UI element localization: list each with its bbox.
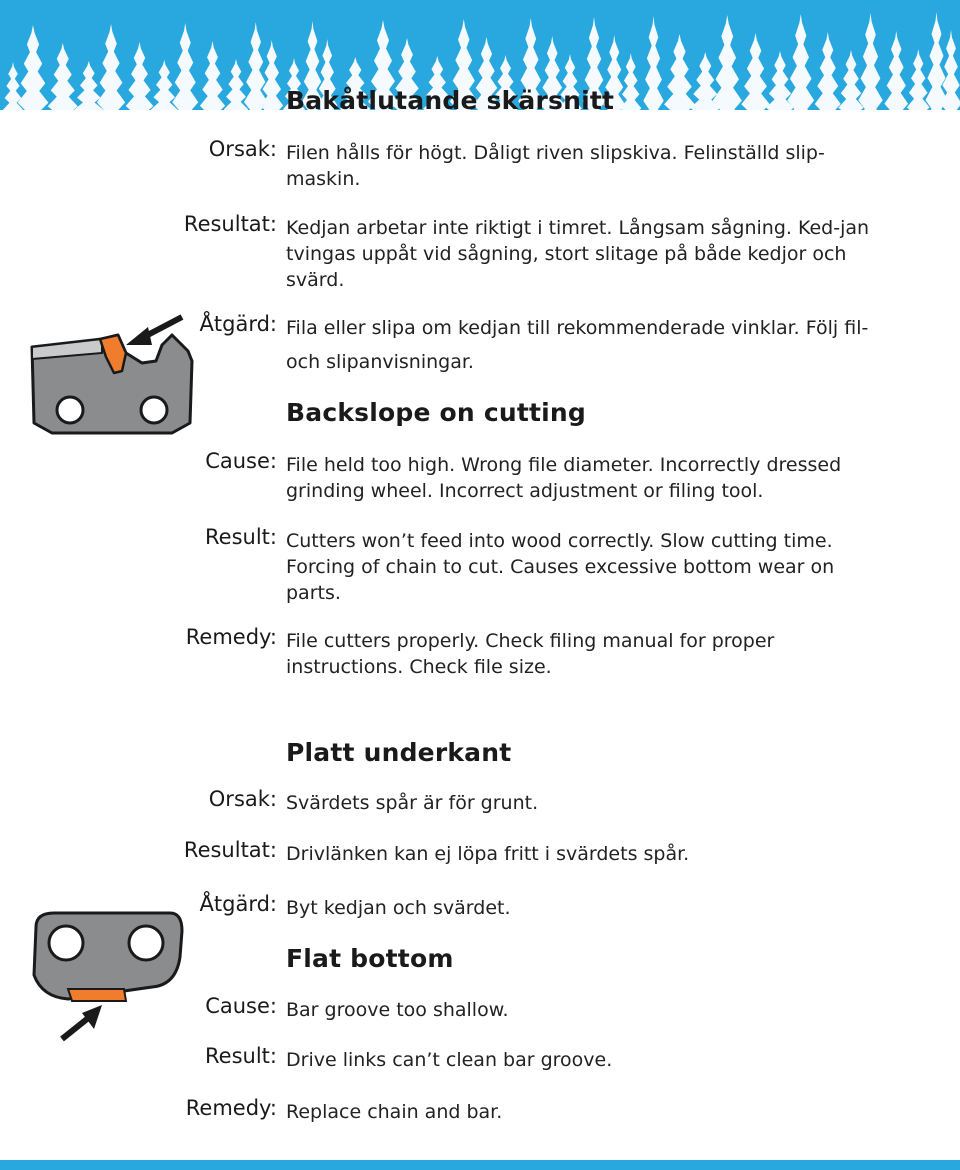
row-label: Cause: — [205, 994, 277, 1018]
row-text: Bar groove too shallow. — [286, 999, 509, 1021]
row-text: Replace chain and bar. — [286, 1101, 503, 1123]
section-heading-flat-en: Flat bottom — [286, 944, 454, 973]
row-label: Åtgärd: — [199, 892, 277, 916]
row-text: Byt kedjan och svärdet. — [286, 897, 511, 919]
row-text: Drive links can’t clean bar groove. — [286, 1049, 613, 1071]
row-text: Drivlänken kan ej löpa fritt i svärdets spår. — [286, 843, 690, 865]
section-heading-backslope-en: Backslope on cutting — [286, 398, 587, 427]
row-text: Fila eller slipa om kedjan till rekommenderade vinklar. Följ fil- och slipanvisningar. — [286, 317, 869, 373]
row-label: Orsak: — [208, 787, 277, 811]
row-text: Kedjan arbetar inte riktigt i timret. Långsam sågning. Ked-jan tvingas uppåt vid sågning, stort slitage på både kedjor och svärd. — [286, 217, 870, 291]
drive-link-flat-bottom-icon — [22, 905, 192, 1045]
pointer-arrow-icon — [62, 1005, 102, 1039]
row-label: Result: — [205, 1044, 277, 1068]
row-label: Cause: — [205, 449, 277, 473]
row-label: Resultat: — [183, 212, 277, 236]
row-label: Remedy: — [185, 1096, 277, 1120]
snowy-forest-banner — [0, 0, 960, 140]
row-label: Result: — [205, 525, 277, 549]
section-heading-flat-sv: Platt underkant — [286, 738, 512, 767]
row-label: Resultat: — [183, 838, 277, 862]
chain-cutter-backslope-icon — [22, 305, 202, 450]
row-text: Cutters won’t feed into wood correctly. Slow cutting time. Forcing of chain to cut. Causes excessive bottom wear on parts. — [286, 530, 835, 604]
row-label: Remedy: — [185, 625, 277, 649]
row-label: Åtgärd: — [199, 312, 277, 336]
bottom-bar — [0, 1160, 960, 1170]
row-text: File held too high. Wrong file diameter. Incorrectly dressed grinding wheel. Incorrect adjustment or filing tool. — [286, 454, 842, 502]
section-heading-backslope-sv: Bakåtlutande skärsnitt — [286, 86, 615, 115]
row-text: File cutters properly. Check filing manual for proper instructions. Check file size. — [286, 630, 775, 678]
row-text: Filen hålls för högt. Dåligt riven slipskiva. Felinställd slip-maskin. — [286, 142, 825, 190]
row-label: Orsak: — [208, 137, 277, 161]
row-text: Svärdets spår är för grunt. — [286, 792, 539, 814]
